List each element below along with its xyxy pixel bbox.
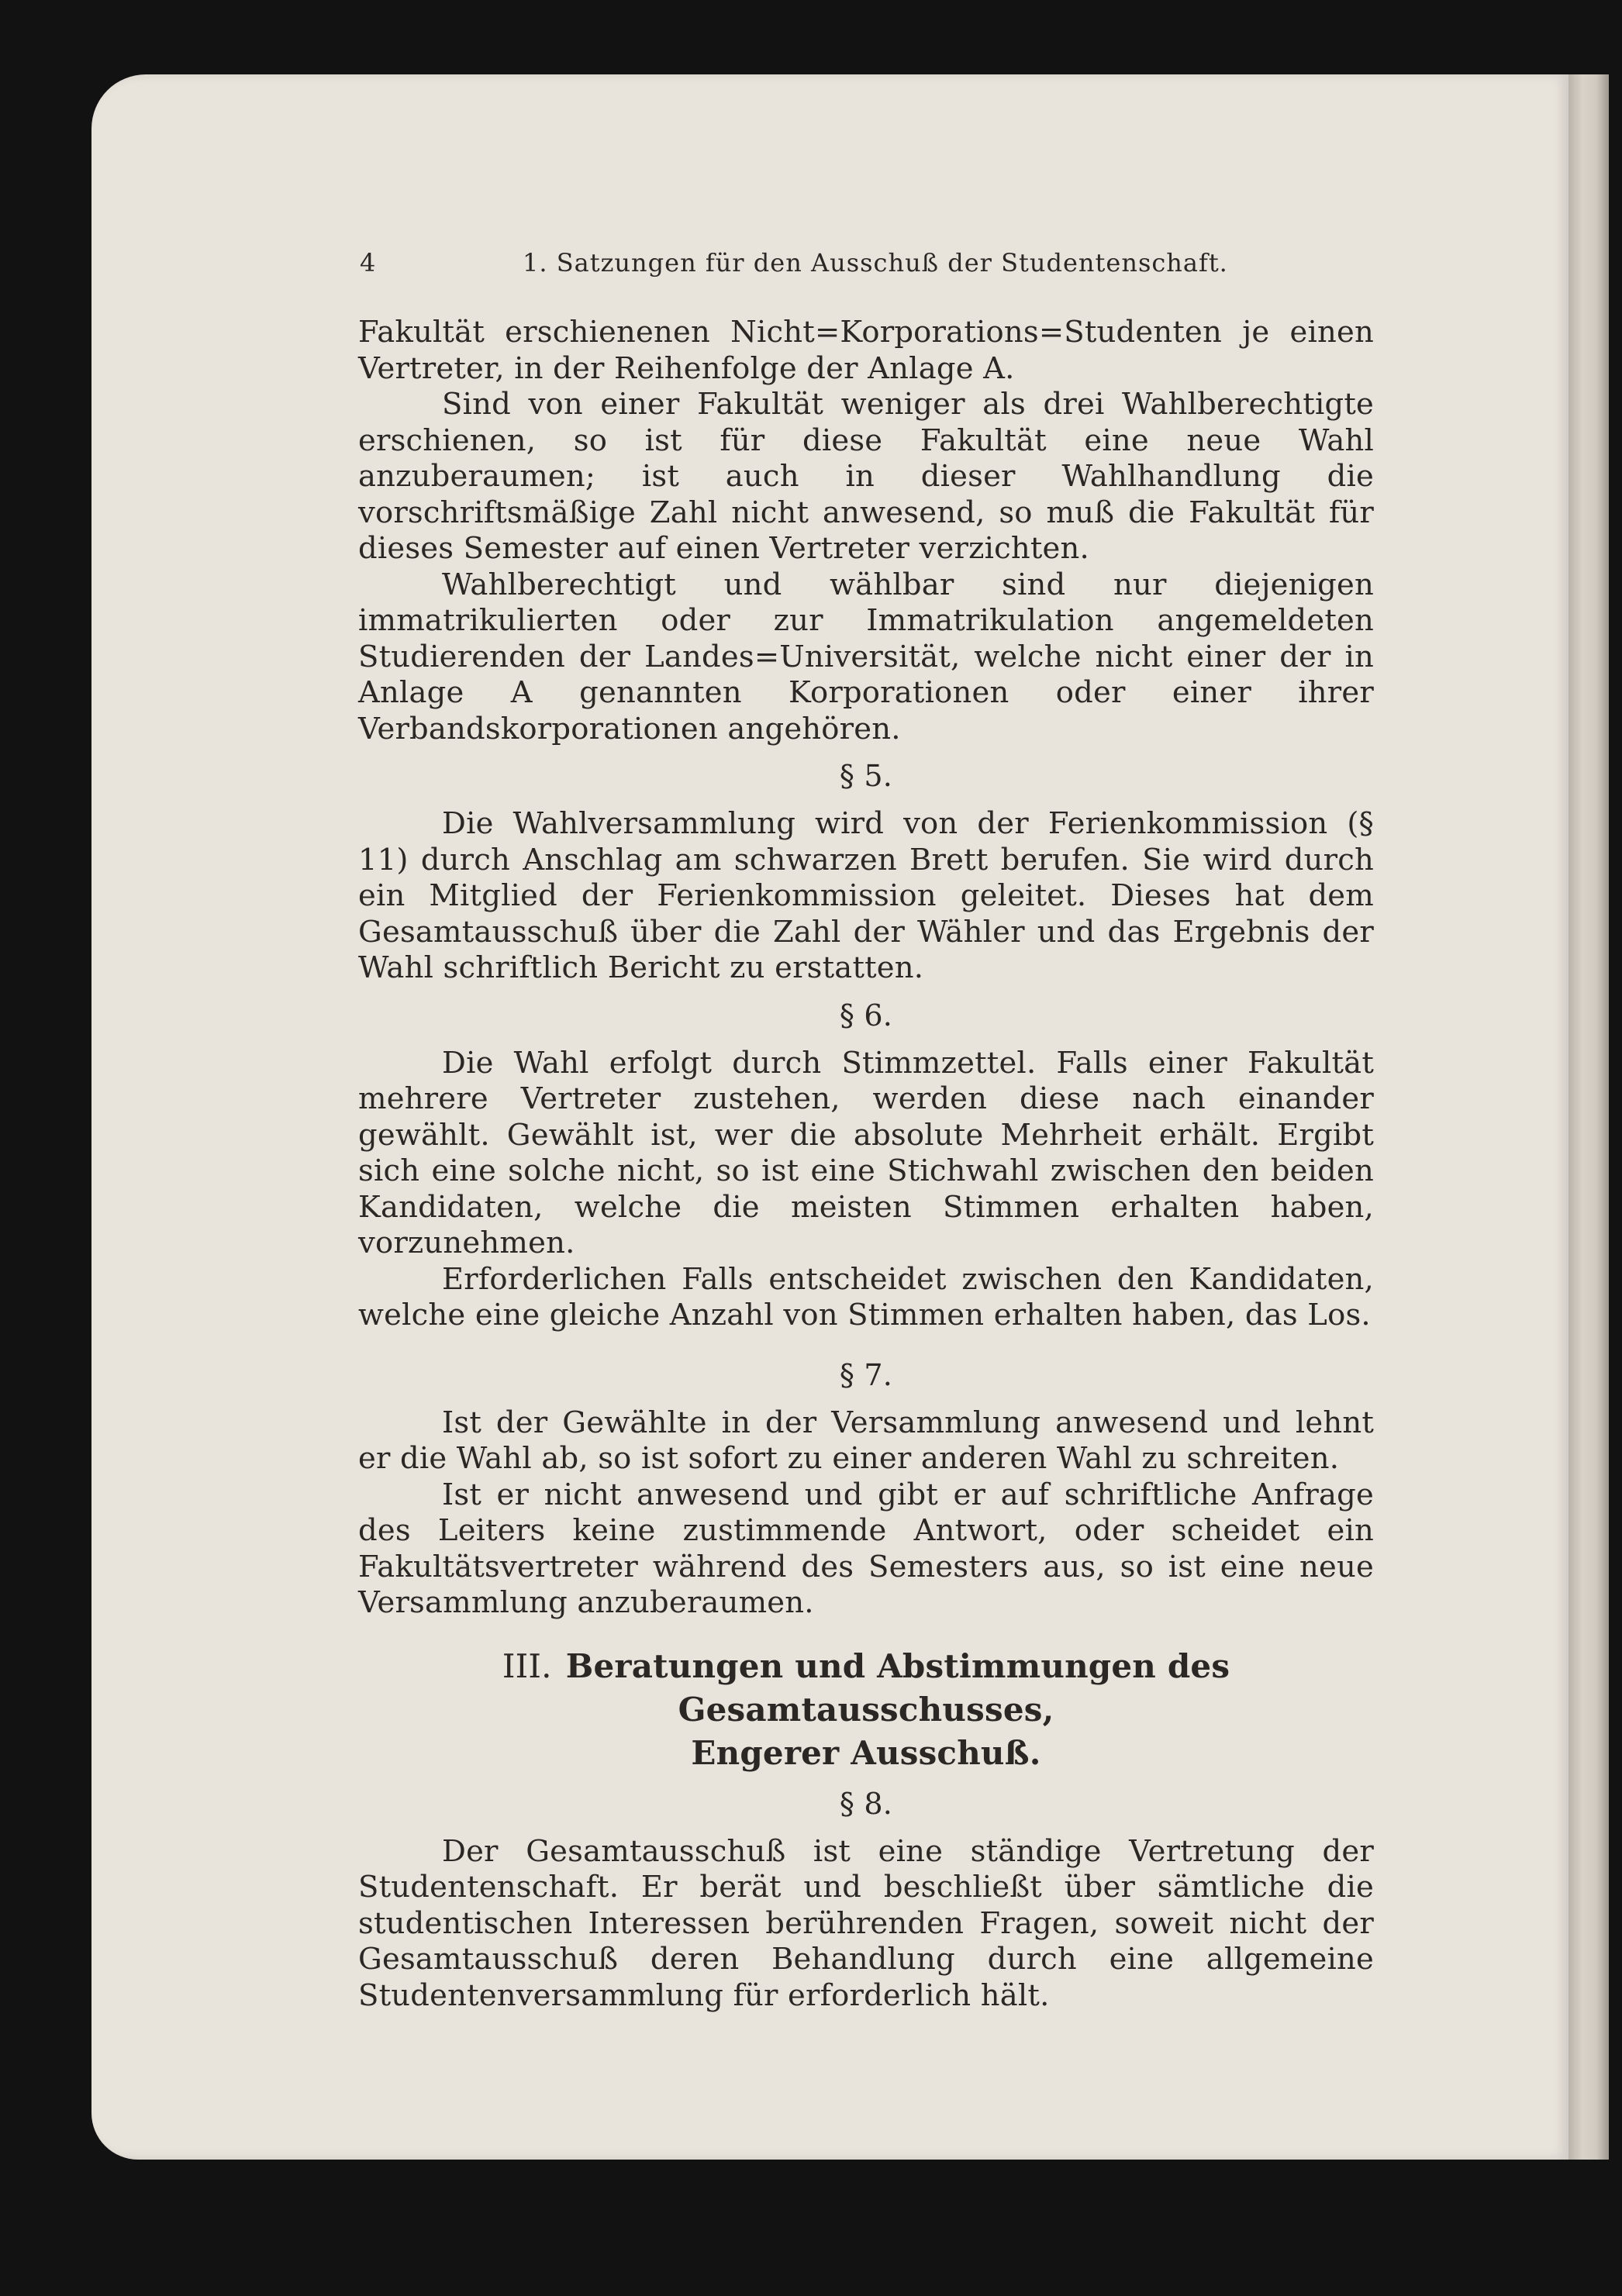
running-title: 1. Satzungen für den Ausschuß der Studentenschaft. [523,248,1228,278]
section-heading-7: § 7. [839,1357,893,1392]
chapter-heading [358,1645,1374,1775]
page-edge [1569,74,1609,2160]
section-heading-6: § 6. [839,998,893,1033]
chapter-number: III. [502,1646,552,1685]
paragraph: Ist er nicht anwesend und gibt er auf schriftliche Anfrage des Leiters keine zustimmende Antwort, oder scheidet ein Fakultätsvertreter während des Semesters aus, so ist eine neue Versammlung anzuberaumen. [358,1477,1374,1620]
page-content [358,248,1374,2014]
chapter-heading-line-2: Engerer Ausschuß. [691,1733,1041,1772]
paragraph: Die Wahlversammlung wird von der Ferienkommission (§ 11) durch Anschlag am schwarzen Brett berufen. Sie wird durch ein Mitglied der Ferienkommission geleitet. Dieses hat dem Gesamtausschuß über die Zahl der Wähler und das Ergebnis der Wahl schriftlich Bericht zu erstatten. [358,806,1374,985]
paragraph: Die Wahl erfolgt durch Stimmzettel. Falls einer Fakultät mehrere Vertreter zustehen, werden diese nach einander gewählt. Gewählt ist, wer die absolute Mehrheit erhält. Ergibt sich eine solche nicht, so ist eine Stichwahl zwischen den beiden Kandidaten, welche die meisten Stimmen erhalten haben, vorzunehmen. [358,1045,1374,1260]
paragraph: Der Gesamtausschuß ist eine ständige Vertretung der Studentenschaft. Er berät und beschließt über sämtliche die studentischen Interessen berührenden Fragen, soweit nicht der Gesamtausschuß deren Behandlung durch eine allgemeine Studentenversammlung für erforderlich hält. [358,1833,1374,2013]
paragraph: Ist der Gewählte in der Versammlung anwesend und lehnt er die Wahl ab, so ist sofort zu einer anderen Wahl zu schreiten. [358,1405,1374,1476]
section-heading-5: § 5. [839,759,893,793]
chapter-title: Beratungen und Abstimmungen des Gesamtausschusses, [565,1646,1230,1729]
paragraph: Sind von einer Fakultät weniger als drei Wahlberechtigte erschienen, so ist für diese Fakultät eine neue Wahl anzuberaumen; ist auch in dieser Wahlhandlung die vorschriftsmäßige Zahl nicht anwesend, so muß die Fakultät für dieses Semester auf einen Vertreter verzichten. [358,387,1374,566]
chapter-heading-line-1 [358,1645,1374,1732]
paragraph: Wahlberechtigt und wählbar sind nur diejenigen immatrikulierten oder zur Immatrikulation angemeldeten Studierenden der Landes=Universität, welche nicht einer der in Anlage A genannten Korporationen oder einer ihrer Verbandskorporationen angehören. [358,567,1374,746]
page-number: 4 [360,248,377,278]
running-header [358,248,1374,290]
section-heading-8: § 8. [839,1786,893,1821]
paragraph: Erforderlichen Falls entscheidet zwischen den Kandidaten, welche eine gleiche Anzahl von Stimmen erhalten haben, das Los. [358,1261,1374,1332]
paragraph-continuation: Fakultät erschienenen Nicht=Korporations=Studenten je einen Vertreter, in der Reihenfolge der Anlage A. [358,315,1374,386]
body-text [358,315,1374,2014]
